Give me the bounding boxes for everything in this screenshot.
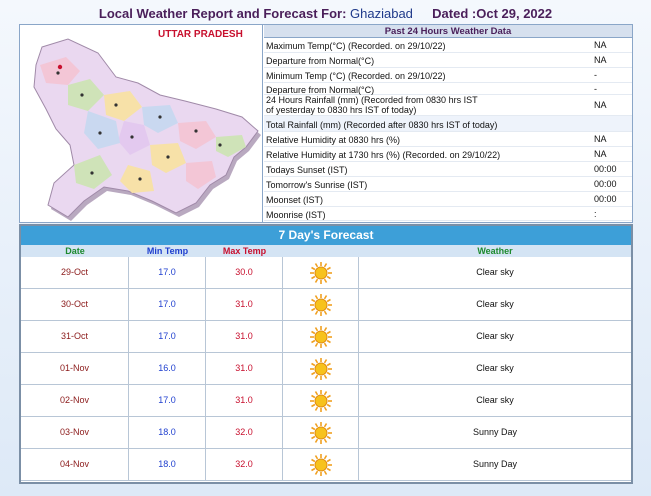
- forecast-weather: Sunny Day: [472, 427, 518, 437]
- sun-icon: [309, 325, 333, 349]
- forecast-date: 02-Nov: [21, 385, 129, 416]
- forecast-max-temp: 31.0: [206, 321, 283, 352]
- header-min-temp: Min Temp: [146, 246, 189, 256]
- past-24-hours-table: [264, 25, 632, 222]
- forecast-icon-cell: [283, 417, 359, 448]
- past-weather-value: NA: [594, 40, 607, 50]
- past-weather-label: Moonset (IST): [266, 195, 324, 205]
- past-weather-label: Maximum Temp(°C) (Recorded. on 29/10/22): [266, 41, 446, 51]
- forecast-row: [21, 353, 631, 385]
- past-weather-value: 00:00: [594, 164, 617, 174]
- forecast-weather: Clear sky: [476, 331, 514, 341]
- forecast-date: 30-Oct: [21, 289, 129, 320]
- forecast-max-temp: 31.0: [206, 353, 283, 384]
- past-weather-label: Departure from Normal(°C): [266, 85, 375, 95]
- header-weather: Weather: [477, 246, 513, 256]
- map-title: UTTAR PRADESH: [158, 29, 243, 40]
- forecast-row: [21, 321, 631, 353]
- past-weather-value: -: [594, 70, 597, 80]
- forecast-max-temp: 32.0: [206, 417, 283, 448]
- header-icon-col: [283, 245, 359, 257]
- forecast-weather: Clear sky: [476, 363, 514, 373]
- past-weather-row: [264, 207, 632, 221]
- forecast-icon-cell: [283, 257, 359, 288]
- forecast-max-temp: 30.0: [206, 257, 283, 288]
- sun-icon: [309, 261, 333, 285]
- forecast-min-temp: 18.0: [129, 449, 206, 480]
- forecast-row: [21, 289, 631, 321]
- forecast-date: 03-Nov: [21, 417, 129, 448]
- forecast-row: [21, 417, 631, 449]
- past-weather-value: NA: [594, 55, 607, 65]
- forecast-max-temp: 32.0: [206, 449, 283, 480]
- past-weather-label: Minimum Temp (°C) (Recorded. on 29/10/22): [266, 71, 446, 81]
- past-weather-row: [264, 177, 632, 192]
- forecast-min-temp: 18.0: [129, 417, 206, 448]
- past-weather-label: Relative Humidity at 1730 hrs (%) (Recorded. on 29/10/22): [266, 150, 501, 160]
- page-header: [0, 6, 651, 24]
- past-weather-value: :: [594, 209, 597, 219]
- forecast-date: 01-Nov: [21, 353, 129, 384]
- past-weather-row: [264, 147, 632, 162]
- sun-icon: [309, 421, 333, 445]
- past-weather-row: [264, 95, 632, 116]
- past-24-hours-title: Past 24 Hours Weather Data: [264, 25, 632, 38]
- past-weather-label: Moonrise (IST): [266, 210, 326, 220]
- forecast-max-temp: 31.0: [206, 385, 283, 416]
- past-weather-value: NA: [594, 149, 607, 159]
- forecast-row: [21, 449, 631, 481]
- header-title: Local Weather Report and Forecast For:: [98, 6, 347, 21]
- past-weather-row: [264, 38, 632, 53]
- past-weather-label: Total Rainfall (mm) (Recorded after 0830 hrs IST of today): [266, 120, 498, 130]
- current-weather-panel: [19, 24, 633, 223]
- forecast-min-temp: 17.0: [129, 385, 206, 416]
- past-weather-row: [264, 83, 632, 95]
- forecast-date: 04-Nov: [21, 449, 129, 480]
- sun-icon: [309, 293, 333, 317]
- past-weather-label-line2: of yesterday to 0830 hrs IST of today): [266, 105, 417, 115]
- past-weather-row: [264, 132, 632, 147]
- past-weather-value: NA: [594, 100, 607, 110]
- forecast-weather: Sunny Day: [472, 459, 518, 469]
- past-weather-label: Relative Humidity at 0830 hrs (%): [266, 135, 401, 145]
- forecast-header-row: [21, 245, 631, 257]
- forecast-min-temp: 17.0: [129, 321, 206, 352]
- forecast-min-temp: 16.0: [129, 353, 206, 384]
- header-date: Dated :Oct 29, 2022: [432, 6, 553, 21]
- header-city: Ghaziabad: [350, 6, 413, 21]
- forecast-max-temp: 31.0: [206, 289, 283, 320]
- past-weather-value: 00:00: [594, 194, 617, 204]
- sun-icon: [309, 357, 333, 381]
- header-date-col: Date: [65, 246, 85, 256]
- state-map: [20, 25, 263, 222]
- past-weather-value: 00:00: [594, 179, 617, 189]
- header-max-temp: Max Temp: [222, 246, 267, 256]
- forecast-date: 31-Oct: [21, 321, 129, 352]
- forecast-weather: Clear sky: [476, 267, 514, 277]
- forecast-date: 29-Oct: [21, 257, 129, 288]
- forecast-min-temp: 17.0: [129, 257, 206, 288]
- sun-icon: [309, 453, 333, 477]
- past-weather-label: Tomorrow's Sunrise (IST): [266, 180, 368, 190]
- past-weather-label: Departure from Normal(°C): [266, 56, 375, 66]
- past-weather-value: -: [594, 84, 597, 94]
- forecast-min-temp: 17.0: [129, 289, 206, 320]
- forecast-row: [21, 257, 631, 289]
- forecast-icon-cell: [283, 353, 359, 384]
- forecast-row: [21, 385, 631, 417]
- past-weather-label: 24 Hours Rainfall (mm) (Recorded from 0830 hrs IST: [266, 95, 478, 105]
- forecast-icon-cell: [283, 289, 359, 320]
- forecast-weather: Clear sky: [476, 299, 514, 309]
- past-weather-row: [264, 116, 632, 132]
- past-weather-row: [264, 162, 632, 177]
- forecast-icon-cell: [283, 385, 359, 416]
- past-weather-label: Todays Sunset (IST): [266, 165, 348, 175]
- forecast-title: 7 Day's Forecast: [21, 226, 631, 245]
- past-weather-row: [264, 192, 632, 207]
- forecast-icon-cell: [283, 321, 359, 352]
- uttar-pradesh-map-image: [20, 25, 263, 222]
- seven-day-forecast: [19, 224, 633, 484]
- past-weather-row: [264, 68, 632, 83]
- sun-icon: [309, 389, 333, 413]
- forecast-icon-cell: [283, 449, 359, 480]
- forecast-weather: Clear sky: [476, 395, 514, 405]
- past-weather-row: [264, 53, 632, 68]
- past-weather-value: NA: [594, 134, 607, 144]
